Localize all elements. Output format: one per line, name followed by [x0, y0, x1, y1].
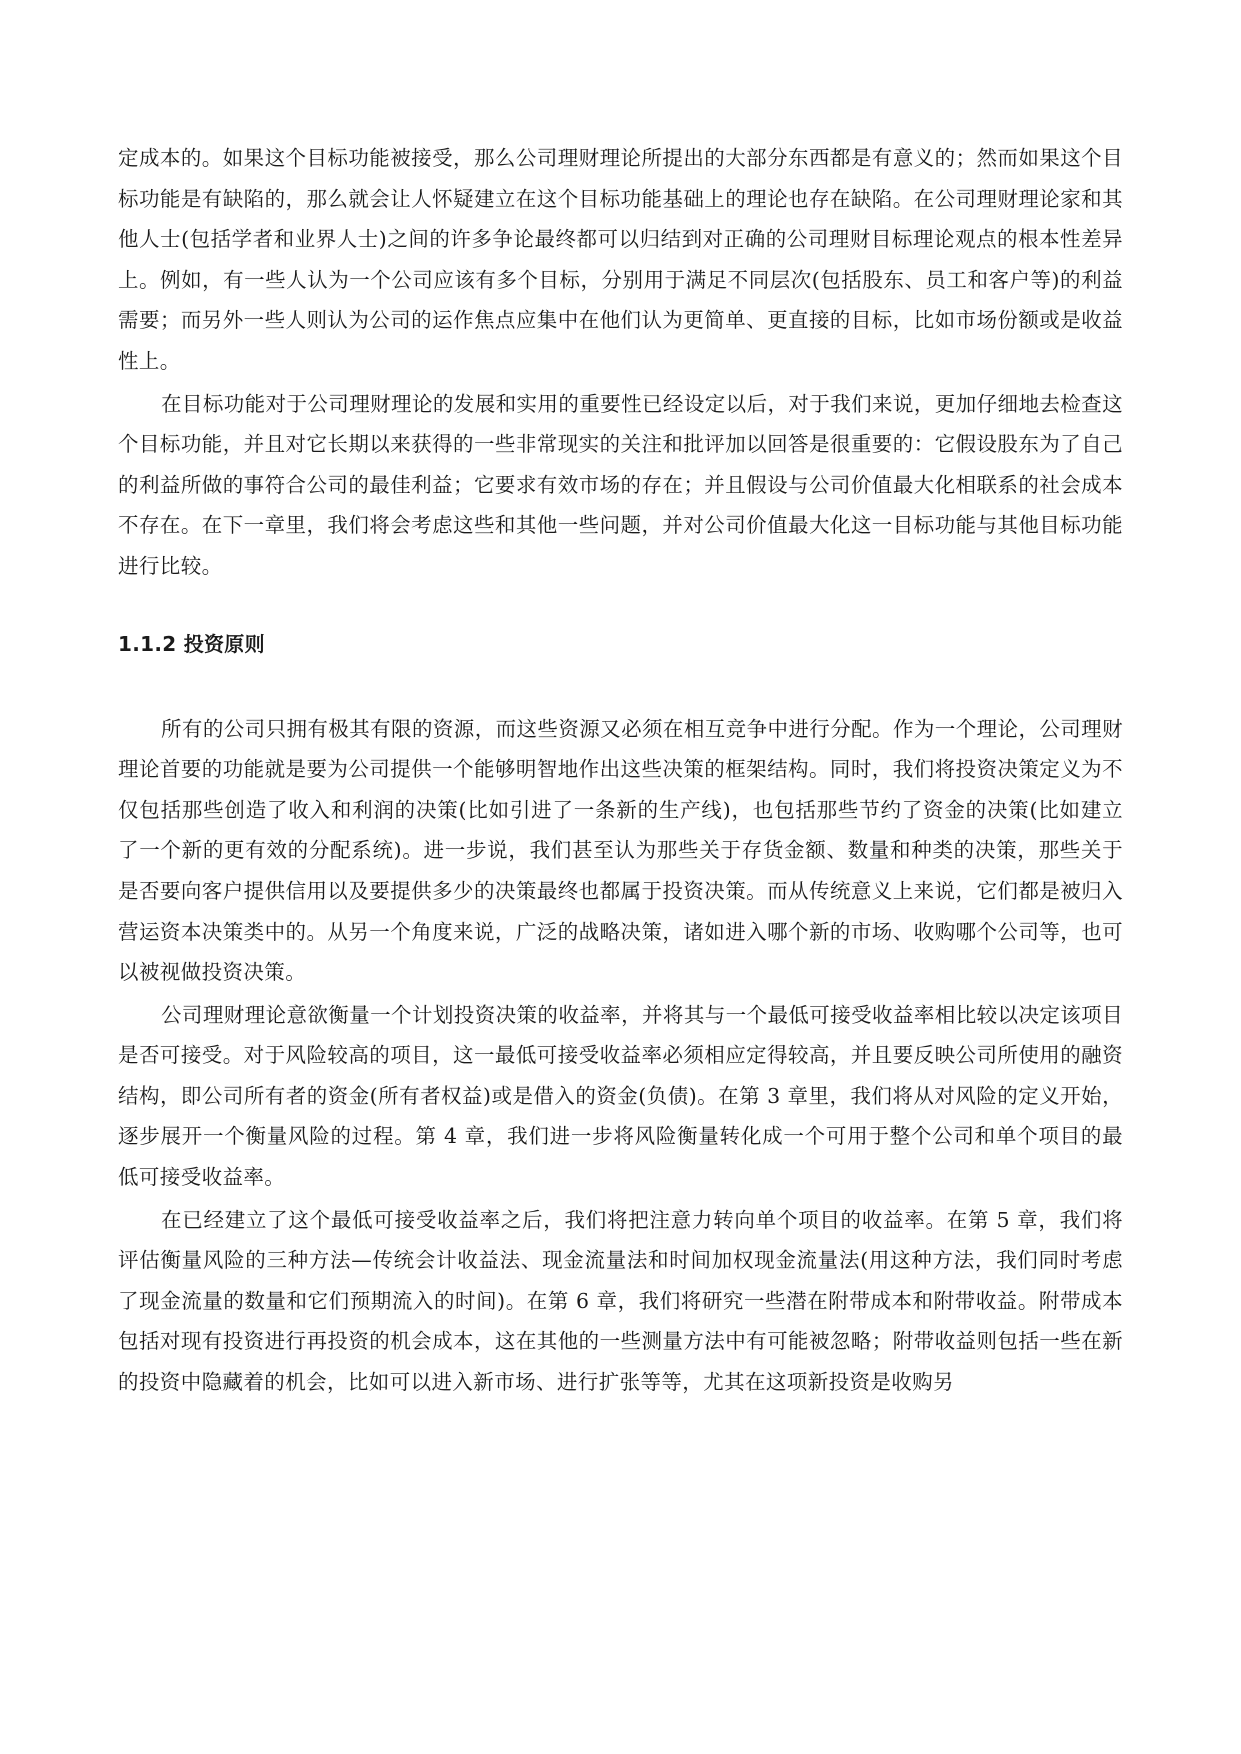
paragraph-limited-resources: 所有的公司只拥有极其有限的资源，而这些资源又必须在相互竞争中进行分配。作为一个理论，公司理财理论首要的功能就是要为公司提供一个能够明智地作出这些决策的框架结构。同时，我们将投资决策定义为不仅包括那些创造了收入和利润的决策(比如引进了一条新的生产线)，也包括那些节约了资金的决策(比如建立了一个新的更有效的分配系统)。进一步说，我们甚至认为那些关于存货金额、数量和种类的决策，那些关于是否要向客户提供信用以及要提供多少的决策最终也都属于投资决策。而从传统意义上来说，它们都是被归入营运资本决策类中的。从另一个角度来说，广泛的战略决策，诸如进入哪个新的市场、收购哪个公司等，也可以被视做投资决策。 [118, 716, 1123, 985]
paragraph-hurdle-rate: 公司理财理论意欲衡量一个计划投资决策的收益率，并将其与一个最低可接受收益率相比较以决定该项目是否可接受。对于风险较高的项目，这一最低可接受收益率必须相应定得较高，并且要反映公司所使用的融资结构，即公司所有者的资金(所有者权益)或是借入的资金(负债)。在第 3 章里，我们将从对风险的定义开始，逐步展开一个衡量风险的过程。第 4 章，我们进一步将风险衡量转化成一个可用于整个公司和单个项目的最低可接受收益率。 [118, 1002, 1123, 1190]
paragraph-project-returns: 在已经建立了这个最低可接受收益率之后，我们将把注意力转向单个项目的收益率。在第 5 章，我们将评估衡量风险的三种方法—传统会计收益法、现金流量法和时间加权现金流量法(用这种方法，我们同时考虑了现金流量的数量和它们预期流入的时间)。在第 6 章，我们将研究一些潜在附带成本和附带收益。附带成本包括对现有投资进行再投资的机会成本，这在其他的一些测量方法中有可能被忽略；附带收益则包括一些在新的投资中隐藏着的机会，比如可以进入新市场、进行扩张等等，尤其在这项新投资是收购另 [118, 1207, 1123, 1395]
paragraph-objective-function-continued: 定成本的。如果这个目标功能被接受，那么公司理财理论所提出的大部分东西都是有意义的；然而如果这个目标功能是有缺陷的，那么就会让人怀疑建立在这个目标功能基础上的理论也存在缺陷。在公司理财理论家和其他人士(包括学者和业界人士)之间的许多争论最终都可以归结到对正确的公司理财目标理论观点的根本性差异上。例如，有一些人认为一个公司应该有多个目标，分别用于满足不同层次(包括股东、员工和客户等)的利益需要；而另外一些人则认为公司的运作焦点应集中在他们认为更简单、更直接的目标，比如市场份额或是收益性上。 [118, 146, 1123, 373]
document-page [118, 138, 1123, 1403]
section-heading-investment-principle: 1.1.2 投资原则 [118, 631, 265, 656]
paragraph-objective-function-criticism: 在目标功能对于公司理财理论的发展和实用的重要性已经设定以后，对于我们来说，更加仔细地去检查这个目标功能，并且对它长期以来获得的一些非常现实的关注和批评加以回答是很重要的：它假设股东为了自己的利益所做的事符合公司的最佳利益；它要求有效市场的存在；并且假设与公司价值最大化相联系的社会成本不存在。在下一章里，我们将会考虑这些和其他一些问题，并对公司价值最大化这一目标功能与其他目标功能进行比较。 [118, 391, 1123, 578]
